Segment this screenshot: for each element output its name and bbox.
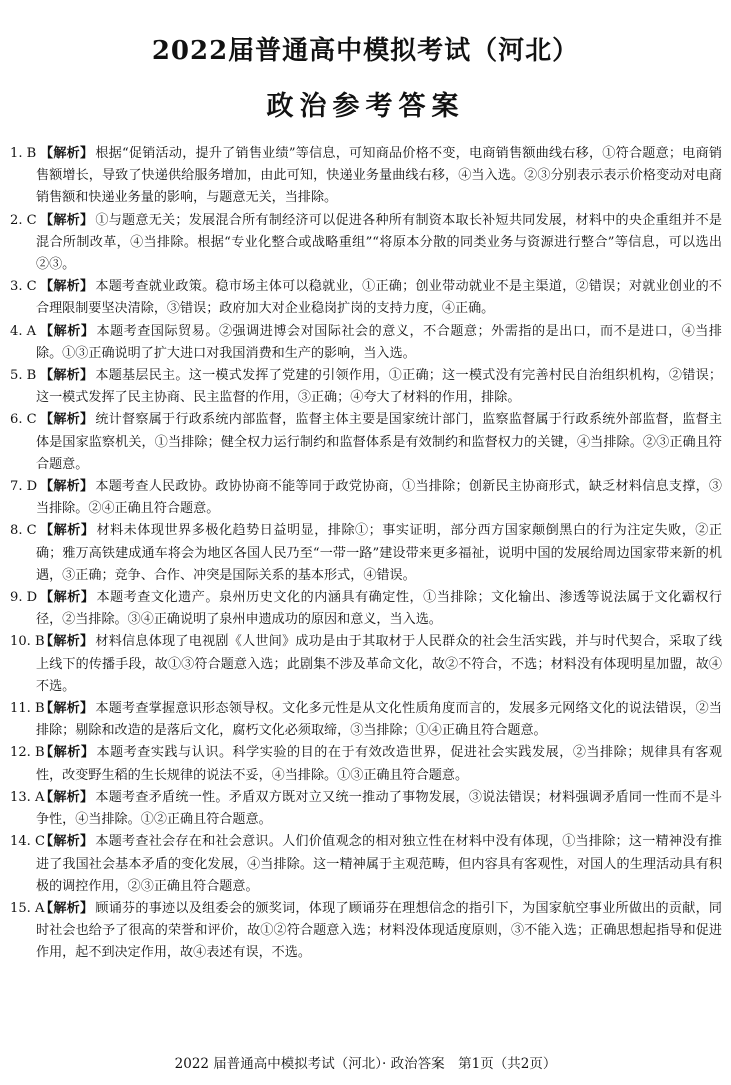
answer-explanation: 本题考查人民政协。政协协商不能等同于政党协商，①当排除；创新民主协商形式，缺乏材料信息支撑，③当排除。②④正确且符合题意。 — [36, 479, 723, 517]
answer-item — [10, 831, 722, 898]
analysis-tag: 【解析】 — [40, 279, 94, 295]
answer-explanation: 本题考查文化遗产。泉州历史文化的内涵具有确定性，①当排除；文化输出、渗透等说法属于文化霸权行径，②当排除。③④正确说明了泉州申遗成功的原因和意义，当入选。 — [36, 590, 723, 628]
answer-list — [10, 143, 722, 965]
answer-item — [10, 587, 722, 631]
answer-item — [10, 520, 722, 587]
answer-item — [10, 898, 722, 965]
answer-number: 2. C — [10, 212, 37, 228]
answer-number: 10. B — [10, 634, 45, 650]
page-footer: 2022 届普通高中模拟考试（河北）· 政治答案 第1页（共2页） — [174, 1056, 557, 1072]
answer-item — [10, 409, 722, 476]
analysis-tag: 【解析】 — [40, 146, 94, 161]
answer-number: 9. D — [10, 590, 38, 606]
analysis-tag: 【解析】 — [40, 212, 94, 228]
analysis-tag: 【解析】 — [40, 412, 94, 428]
answer-number: 5. B — [10, 368, 37, 384]
analysis-tag: 【解析】 — [40, 900, 94, 916]
answer-number: 15. A — [10, 900, 45, 916]
answer-item — [10, 787, 722, 831]
answer-item — [10, 476, 722, 520]
answer-explanation: 材料未体现世界多极化趋势日益明显，排除①；事实证明，部分西方国家颠倒黑白的行为注定失败，②正确；雅万高铁建成通车将会为地区各国人民乃至“一带一路”建设带来更多福祉，说明中国的发展给周边国家带来新的机遇，③正确；竞争、合作、冲突是国际关系的基本形式，④错误。 — [36, 523, 723, 583]
answer-number: 12. B — [10, 745, 45, 761]
analysis-tag: 【解析】 — [40, 789, 94, 805]
analysis-tag: 【解析】 — [40, 479, 94, 495]
answer-explanation: ①与题意无关；发展混合所有制经济可以促进各种所有制资本取长补短共同发展，材料中的央企重组并不是混合所制改革，④当排除。根据“专业化整合或战略重组”“将原本分散的同类业务与资源进行整合”等信息，可以选出②③。 — [36, 212, 723, 273]
answer-number: 11. B — [10, 701, 45, 717]
answer-item — [10, 276, 722, 320]
analysis-tag: 【解析】 — [40, 368, 94, 384]
analysis-tag: 【解析】 — [40, 834, 94, 850]
analysis-tag: 【解析】 — [40, 590, 95, 606]
answer-item — [10, 210, 722, 277]
answer-number: 7. D — [10, 479, 38, 495]
answer-explanation: 本题考查掌握意识形态领导权。文化多元性是从文化性质角度而言的，发展多元网络文化的说法错误，②当排除；剔除和改造的是落后文化，腐朽文化必须取缔，③当排除；①④正确且符合题意。 — [36, 701, 723, 739]
document-title: 2022届普通高中模拟考试（河北） — [151, 36, 580, 66]
answer-number: 13. A — [10, 789, 45, 805]
analysis-tag: 【解析】 — [40, 701, 94, 717]
answer-item — [10, 631, 722, 698]
answer-number: 14. C — [10, 834, 46, 850]
answer-explanation: 本题基层民主。这一模式发挥了党建的引领作用，①正确；这一模式没有完善村民自治组织机构，②错误；这一模式发挥了民主协商、民主监督的作用，③正确；④夸大了材料的作用，排除。 — [36, 368, 723, 406]
answer-item — [10, 143, 722, 210]
answer-number: 3. C — [10, 279, 37, 295]
analysis-tag: 【解析】 — [40, 745, 95, 761]
answer-number: 1. B — [10, 146, 37, 161]
answer-item — [10, 365, 722, 409]
answer-number: 6. C — [10, 412, 37, 428]
analysis-tag: 【解析】 — [40, 523, 95, 539]
answer-explanation: 本题考查矛盾统一性。矛盾双方既对立又统一推动了事物发展，③说法错误；材料强调矛盾同一性而不是斗争性，④当排除。①②正确且符合题意。 — [36, 789, 723, 828]
answer-item — [10, 698, 722, 742]
answer-explanation: 根据“促销活动，提升了销售业绩”等信息，可知商品价格不变，电商销售额曲线右移，①符合题意；电商销售额增长，导致了快递供给服务增加，由此可知，快递业务量曲线右移，④当入选。②③分别表示表示价格变动对电商销售额和快递业务量的影响，与题意无关，当排除。 — [36, 146, 722, 206]
answer-explanation: 本题考查社会存在和社会意识。人们价值观念的相对独立性在材料中没有体现，①当排除；这一精神没有推进了我国社会基本矛盾的变化发展，④当排除。这一精神属于主观范畴，但内容具有客观性，对国人的生理活动具有积极的调控作用，②③正确且符合题意。 — [36, 834, 723, 894]
answer-explanation: 材料信息体现了电视剧《人世间》成功是由于其取材于人民群众的社会生活实践，并与时代契合，采取了线上线下的传播手段，故①③符合题意入选；此剧集不涉及革命文化，故②不符合，不选；材料没有体现明星加盟，故④不选。 — [36, 634, 723, 694]
analysis-tag: 【解析】 — [40, 323, 95, 339]
answer-explanation: 本题考查就业政策。稳市场主体可以稳就业，①正确；创业带动就业不是主渠道，②错误；对就业创业的不合理限制要坚决清除，③错误；政府加大对企业稳岗扩岗的支持力度，④正确。 — [36, 279, 723, 317]
answer-item — [10, 742, 722, 786]
answer-item — [10, 321, 722, 365]
answer-number: 4. A — [10, 323, 37, 339]
answer-explanation: 本题考查国际贸易。②强调进博会对国际社会的意义，不合题意；外需指的是出口，而不是进口，④当排除。①③正确说明了扩大进口对我国消费和生产的影响，当入选。 — [36, 323, 723, 361]
answer-number: 8. C — [10, 523, 37, 539]
answer-explanation: 统计督察属于行政系统内部监督，监督主体主要是国家统计部门，监察监督属于行政系统外部监督，监督主体是国家监察机关，①当排除；健全权力运行制约和监督体系是有效制约和监督权力的关键，④当排除。②③正确且符合题意。 — [36, 412, 723, 472]
analysis-tag: 【解析】 — [40, 634, 94, 650]
document-subtitle: 政治参考答案 — [266, 91, 465, 122]
answer-explanation: 顾诵芬的事迹以及组委会的颁奖词，体现了顾诵芬在理想信念的指引下，为国家航空事业所做出的贡献，同时社会也给予了很高的荣誉和评价，故①②符合题意入选；材料没体现适度原则，③不能入选；正确思想起指导和促进作用，起不到决定作用，故④表述有误，不选。 — [36, 900, 723, 961]
answer-explanation: 本题考查实践与认识。科学实验的目的在于有效改造世界，促进社会实践发展，②当排除；规律具有客观性，改变野生稻的生长规律的说法不妥，④当排除。①③正确且符合题意。 — [36, 745, 723, 783]
